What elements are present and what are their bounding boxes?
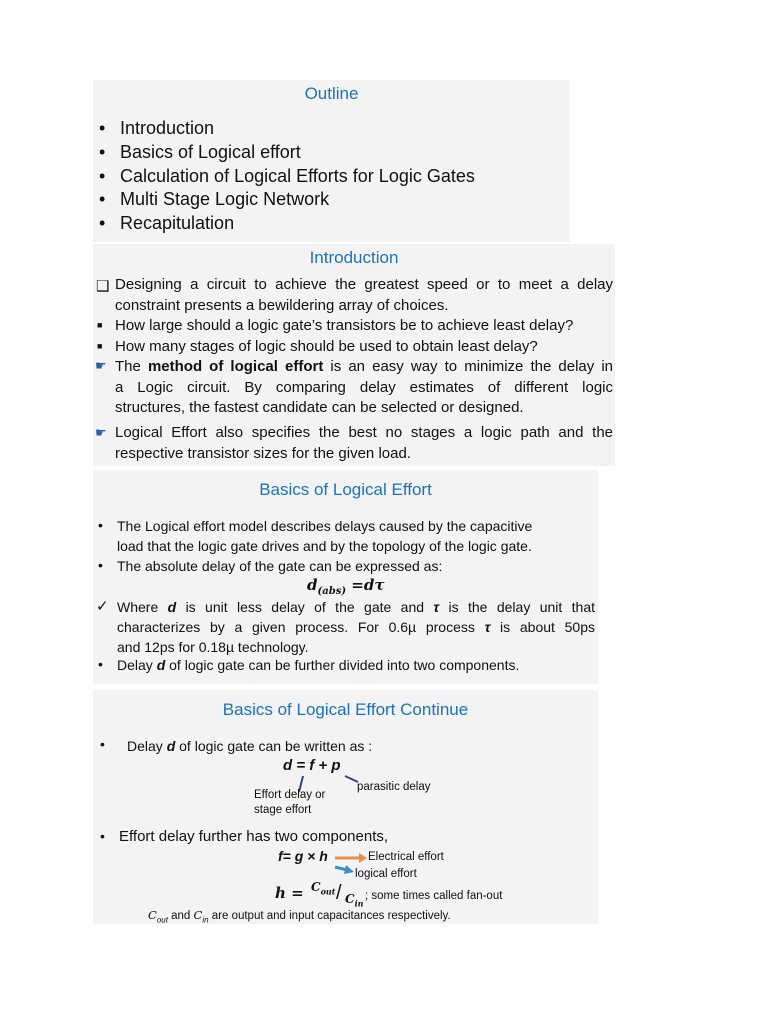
capacitance-note: $C_{out}$ and $C_{in}$ are output and input capacitances respectively. <box>148 908 451 925</box>
fanout-denominator: $C_{in}$ <box>345 892 364 909</box>
bullet: • <box>100 828 105 844</box>
basics-bullet-2: The absolute delay of the gate can be expressed as: <box>117 558 443 574</box>
basics-check-line-3: and 12ps for 0.18µ technology. <box>117 639 309 655</box>
introduction-panel <box>93 244 615 466</box>
intro-question-1: How large should a logic gate’s transistors be to achieve least delay? <box>115 317 574 334</box>
outline-title: Outline <box>304 84 359 103</box>
effort-delay-label-line-2: stage effort <box>254 804 312 816</box>
intro-para-1-line-1: Designing a circuit to achieve the greatest speed or to meet a delay <box>115 276 613 293</box>
fanout-fraction: $C_{out}$ <box>311 880 336 897</box>
continue-bullet-1: Delay d of logic gate can be written as : <box>127 738 373 754</box>
intro-para-2-line-2: a Logic circuit. By comparing delay estimates of different logic <box>115 378 613 396</box>
bullet: • <box>98 656 103 672</box>
fanout-formula: h = <box>275 884 304 902</box>
effort-formula: f= g × h <box>278 848 328 864</box>
continue-bullet-2: Effort delay further has two components, <box>119 828 389 845</box>
outline-panel: Outline • Introduction • Basics of Logical effort • Calculation of Logical Efforts for Logic Gates • Multi Stage Logic Network • Recapitulation <box>93 80 570 242</box>
logical-effort-label: logical effort <box>355 868 417 880</box>
logical-effort-arrow <box>335 865 354 874</box>
basics-title: Basics of Logical Effort <box>259 480 432 499</box>
square-bullet-icon: ■ <box>97 320 103 330</box>
continue-title: Basics of Logical Effort Continue <box>222 700 469 719</box>
parasitic-delay-label: parasitic delay <box>357 781 431 793</box>
delay-formula: d = f + p <box>283 757 341 774</box>
intro-para-2-line-1: The method of logical effort is an easy way to minimize the delay in <box>115 358 614 375</box>
intro-para-3-line-1: Logical Effort also specifies the best no stages a logic path and the <box>115 424 613 441</box>
bullet: • <box>98 517 103 533</box>
bullet: • <box>98 557 103 573</box>
electrical-effort-label: Electrical effort <box>368 851 444 863</box>
basics-bullet-1-line-2: load that the logic gate drives and by the topology of the logic gate. <box>117 538 532 554</box>
basics-check-line-2: characterizes by a given process. For 0.6µ process τ is about 50ps <box>117 619 595 635</box>
fanout-slash: / <box>336 882 342 904</box>
fanout-note: ; some times called fan-out <box>365 890 503 902</box>
pointing-hand-icon: ☛ <box>95 358 107 373</box>
basics-bullet-3: Delay d of logic gate can be further divided into two components. <box>117 657 520 673</box>
intro-para-3-line-2: respective transistor sizes for the given load. <box>115 444 411 462</box>
basics-check-line-1: Where d is unit less delay of the gate and τ is the delay unit that <box>117 599 596 615</box>
continue-panel <box>93 690 598 924</box>
square-bullet-icon: ■ <box>97 341 103 351</box>
introduction-title: Introduction <box>309 248 399 267</box>
intro-para-1-line-2: constraint presents a bewildering array of choices. <box>115 296 449 314</box>
intro-question-2: How many stages of logic should be used to obtain least delay? <box>115 338 538 355</box>
pointing-hand-icon: ☛ <box>95 425 107 440</box>
absolute-delay-formula: $d_{(abs)} =d\tau$ <box>307 576 385 597</box>
check-icon: ✓ <box>96 598 109 615</box>
intro-para-2-line-3: structures, the fastest candidate can be selected or designed. <box>115 399 524 416</box>
electrical-effort-arrow <box>335 853 367 863</box>
effort-delay-label-line-1: Effort delay or <box>254 789 326 801</box>
basics-panel <box>93 470 598 684</box>
bullet: • <box>100 736 105 752</box>
checkbox-icon: ❑ <box>96 278 110 295</box>
basics-bullet-1-line-1: The Logical effort model describes delays caused by the capacitive <box>117 518 533 534</box>
